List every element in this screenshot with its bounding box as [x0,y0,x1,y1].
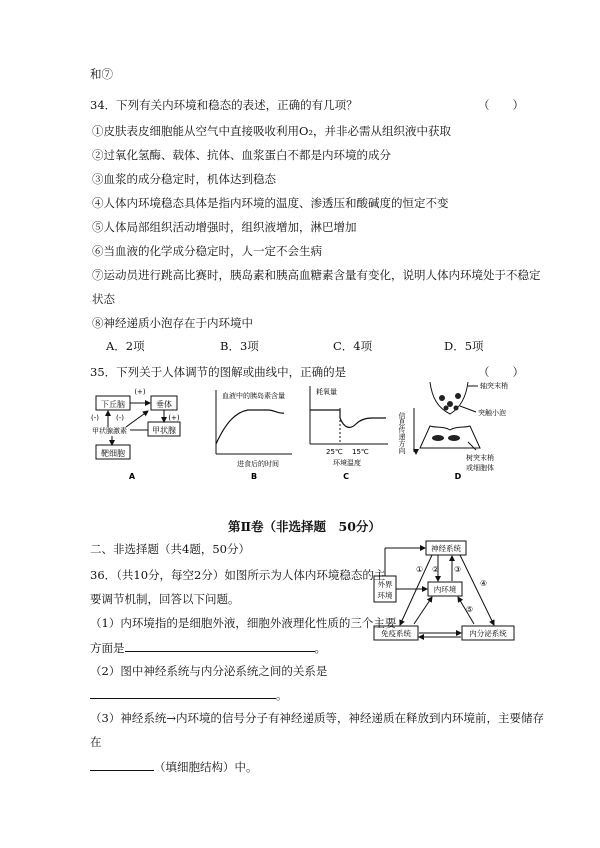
label-minus-2: (-) [116,414,124,422]
q36-homeostasis-diagram [370,538,518,650]
figure-b-label: B [250,472,258,481]
label-hypothalamus: 下丘脑 [101,400,125,409]
figure-d-axon-terminal [430,382,468,414]
q35-answer-paren: （ ） [478,365,524,379]
figure-c-ylabel: 耗氧量 [316,388,337,396]
q34-option-b: B．3项 [220,339,259,353]
marker-2: ② [432,565,440,574]
label-thyroxine: 甲状腺激素 [92,427,127,435]
label-endocrine-system: 内分泌系统 [469,629,507,638]
q34-item-4: ④人体内环境稳态具体是指内环境的温度、渗透压和酸碱度的恒定不变 [92,196,449,210]
marker-1: ① [416,565,424,574]
top-fragment: 和⑦ [90,67,113,81]
figure-c-temp-15: 15℃ [352,448,369,456]
q34-stem: 34．下列有关内环境和稳态的表述，正确的有几项？ [90,98,358,112]
q36-sub3-suffix: （填细胞结构）中。 [154,760,258,774]
label-immune-system: 免疫系统 [381,629,411,638]
q36-sub3-line3 [90,758,258,775]
q36-answer-blank-3[interactable] [90,758,154,771]
q34-item-6: ⑥当血液的化学成分稳定时，人一定不会生病 [92,244,322,258]
q34-option-d: D．5项 [444,339,484,353]
label-external-2: 环境 [377,591,393,600]
figure-d-label: D [454,472,462,481]
figure-d-axon-label: 轴突末梢 [480,382,508,390]
q34-item-8: ⑧神经递质小泡存在于内环境中 [92,316,253,330]
label-plus-1: (+) [134,388,146,396]
part2-heading: 二、非选择题（共4题，50分） [90,542,250,556]
q35-stem: 35．下列关于人体调节的图解或曲线中，正确的是 [90,365,347,379]
label-minus-1: (-) [91,414,99,422]
q34-item-7: ⑦运动员进行跳高比赛时，胰岛素和胰高血糖素含量有变化，说明人体内环境处于不稳定 [92,268,541,282]
label-target-cell: 靶细胞 [101,449,125,458]
part2-title: 第Ⅱ卷（非选择题 50分） [228,519,381,534]
q36-intro-line2: 要调节机制，回答以下问题。 [90,592,240,606]
q34-option-c: C．4项 [333,339,373,353]
label-nervous-system: 神经系统 [431,544,461,553]
figure-b-xlabel: 进食后的时间 [237,460,279,468]
q36-intro-line1: 36．（共10分，每空2分）如图所示为人体内环境稳态的主 [90,568,386,582]
q36-sub3-line1: （3）神经系统→内环境的信号分子有神经递质等，神经递质在释放到内环境前，主要储存 [90,711,544,725]
q36-sub1-suffix: 。 [314,641,326,655]
figure-c-xlabel: 环境温度 [333,459,361,467]
q36-sub2: （2）图中神经系统与内分泌系统之间的关系是 [90,664,328,678]
figure-d-vesicle-label: 突触小泡 [478,409,506,417]
marker-3: ③ [454,565,462,574]
figure-d-vesicle [439,395,445,401]
label-pituitary: 垂体 [156,400,172,409]
label-external-1: 外界 [377,580,393,589]
figure-c-oxygen-curve [302,380,392,482]
marker-5: ⑤ [466,605,474,614]
figure-d-synapse [398,378,510,482]
q36-sub2-suffix: 。 [276,688,288,702]
figure-d-dendrite-label: 树突末梢 [466,454,494,462]
marker-4: ④ [480,579,488,588]
q36-answer-blank-1[interactable] [125,639,315,652]
figure-a-feedback-diagram [88,382,193,482]
q36-sub1-prefix: 方面是 [90,641,125,655]
q34-item-7-cont: 状态 [92,292,115,306]
q34-item-5: ⑤人体局部组织活动增强时，组织液增加，淋巴增加 [92,220,357,234]
figure-c-temp-25: 25℃ [326,448,343,456]
figure-a-label: A [128,472,136,481]
figure-d-cell-label: 或细胞体 [466,464,494,472]
q34-answer-paren: （ ） [478,98,524,112]
q34-item-3: ③血浆的成分稳定时，机体达到稳态 [92,172,276,186]
figure-b-insulin-curve [208,382,298,482]
q36-sub1-line2 [90,639,326,656]
figure-c-curve [310,410,386,427]
label-thyroid: 甲状腺 [152,426,176,435]
q34-item-2: ②过氧化氢酶、载体、抗体、血浆蛋白不都是内环境的成分 [92,148,391,162]
q36-answer-blank-2[interactable] [90,686,276,699]
figure-c-label: C [343,472,349,481]
figure-b-ylabel: 血液中的胰岛素含量 [222,392,285,400]
label-internal-environment: 内环境 [433,585,457,594]
q36-sub2-answer-line [90,686,288,703]
q36-sub3-line2: 在 [90,735,102,749]
figure-d-direction-label: 信息传递方向 [398,412,406,454]
figure-b-curve [216,410,284,444]
q36-sub1-line1: （1）内环境指的是细胞外液，细胞外液理化性质的三个主要 [90,616,397,630]
label-plus-2: (+) [168,414,180,422]
q34-item-1: ①皮肤表皮细胞能从空气中直接吸收利用O₂，并非必需从组织液中获取 [92,124,452,138]
q34-option-a: A．2项 [106,339,145,353]
